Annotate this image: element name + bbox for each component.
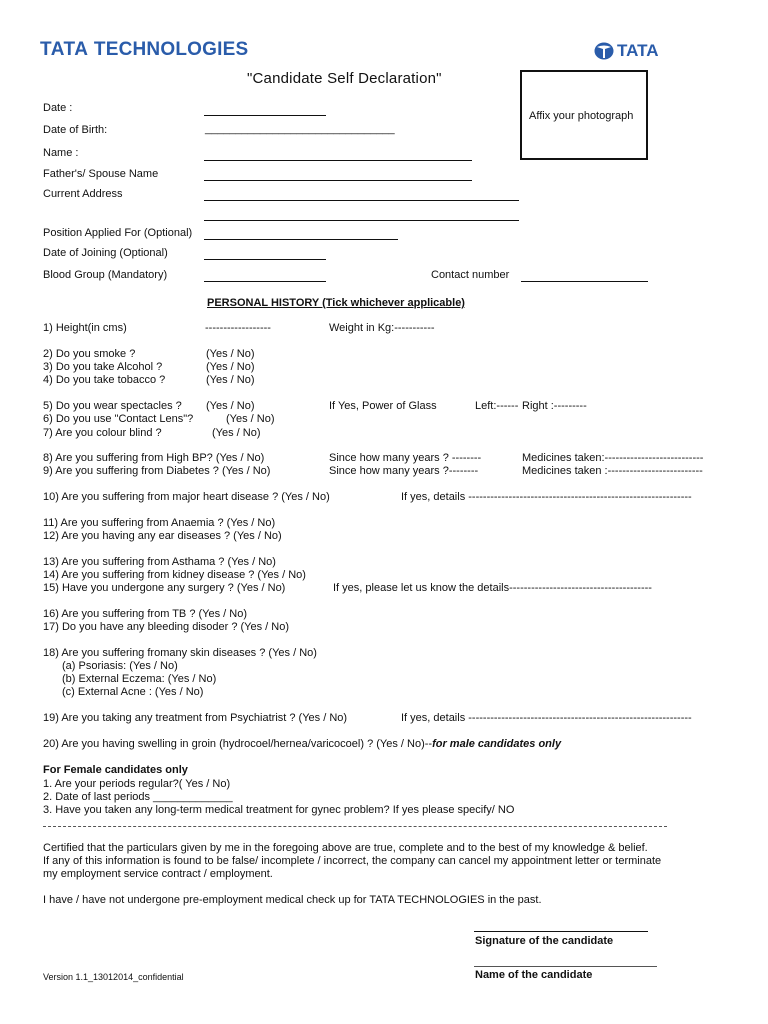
q5-spectacles: 5) Do you wear spectacles ? bbox=[43, 400, 182, 412]
female-q3: 3. Have you taken any long-term medical treatment for gynec problem? If yes please specify/ NO bbox=[43, 804, 515, 816]
q5-left[interactable]: Left:------ bbox=[475, 400, 519, 412]
address-label: Current Address bbox=[43, 188, 123, 200]
q6-contact-lens: 6) Do you use "Contact Lens"? bbox=[43, 413, 194, 425]
date-line[interactable] bbox=[204, 115, 326, 116]
q5-power-label: If Yes, Power of Glass bbox=[329, 400, 437, 412]
father-label: Father's/ Spouse Name bbox=[43, 168, 159, 180]
q6-answer[interactable]: (Yes / No) bbox=[226, 413, 275, 425]
q19-psychiatrist: 19) Are you taking any treatment from Psychiatrist ? (Yes / No) bbox=[43, 712, 348, 724]
female-q2: 2. Date of last periods _____________ bbox=[43, 791, 233, 803]
signature-line[interactable] bbox=[474, 931, 648, 932]
q20-swelling bbox=[43, 738, 561, 751]
q5-answer[interactable]: (Yes / No) bbox=[206, 400, 255, 412]
tata-logo bbox=[594, 41, 659, 61]
contact-line[interactable] bbox=[521, 281, 648, 282]
q3-alcohol: 3) Do you take Alcohol ? bbox=[43, 361, 163, 373]
name-line[interactable] bbox=[204, 160, 472, 161]
q2-smoke: 2) Do you smoke ? bbox=[43, 348, 136, 360]
q9-diabetes: 9) Are you suffering from Diabetes ? (Yes / No) bbox=[43, 465, 271, 477]
q18-skin: 18) Are you suffering fromany skin diseases ? (Yes / No) bbox=[43, 647, 317, 659]
address-line-1[interactable] bbox=[204, 200, 519, 201]
q2-answer[interactable]: (Yes / No) bbox=[206, 348, 255, 360]
q20-text: 20) Are you having swelling in groin (hydrocoel/hernea/varicocoel) ? (Yes / No)-- bbox=[43, 738, 433, 750]
doj-line[interactable] bbox=[204, 259, 326, 260]
declaration-line-2: If any of this information is found to be false/ incomplete / incorrect, the company can cancel my appointment letter or terminate bbox=[43, 855, 662, 867]
photo-box bbox=[520, 70, 648, 160]
q13-asthama: 13) Are you suffering from Asthama ? (Yes / No) bbox=[43, 556, 276, 568]
q4-tobacco: 4) Do you take tobacco ? bbox=[43, 374, 166, 386]
logo-tata-text: TATA bbox=[40, 39, 89, 60]
name-of-candidate-label: Name of the candidate bbox=[475, 969, 593, 981]
q10-heart: 10) Are you suffering from major heart disease ? (Yes / No) bbox=[43, 491, 330, 503]
doj-label: Date of Joining (Optional) bbox=[43, 247, 168, 259]
female-specify-line[interactable] bbox=[43, 826, 667, 827]
dob-label: Date of Birth: bbox=[43, 124, 108, 136]
declaration-line-1: Certified that the particulars given by me in the foregoing above are true, complete and to the best of my knowledge & belief. bbox=[43, 842, 648, 854]
father-line[interactable] bbox=[204, 180, 472, 181]
q8-medicines[interactable]: Medicines taken:--------------------------- bbox=[522, 452, 704, 464]
q1-height-blank[interactable]: ------------------ bbox=[205, 322, 271, 334]
logo-right-text: TATA bbox=[617, 41, 659, 60]
name-of-candidate-line[interactable] bbox=[474, 966, 657, 967]
logo-technologies-text: TECHNOLOGIES bbox=[88, 39, 249, 60]
q3-answer[interactable]: (Yes / No) bbox=[206, 361, 255, 373]
signature-label: Signature of the candidate bbox=[475, 935, 614, 947]
q19-details[interactable]: If yes, details ------------------------------------------------------------- bbox=[401, 712, 692, 724]
q15-surgery: 15) Have you undergone any surgery ? (Yes / No) bbox=[43, 582, 286, 594]
address-line-2[interactable] bbox=[204, 220, 519, 221]
q9-since[interactable]: Since how many years ?-------- bbox=[329, 465, 479, 477]
medical-checkup-statement: I have / have not undergone pre-employment medical check up for TATA TECHNOLOGIES in the past. bbox=[43, 894, 542, 906]
q10-details[interactable]: If yes, details ------------------------------------------------------------- bbox=[401, 491, 692, 503]
name-label: Name : bbox=[43, 147, 79, 159]
position-label: Position Applied For (Optional) bbox=[43, 227, 193, 239]
position-line[interactable] bbox=[204, 239, 398, 240]
q8-since[interactable]: Since how many years ? -------- bbox=[329, 452, 482, 464]
q4-answer[interactable]: (Yes / No) bbox=[206, 374, 255, 386]
q20-male-note: for male candidates only bbox=[432, 738, 562, 750]
blood-label: Blood Group (Mandatory) bbox=[43, 269, 168, 281]
q16-tb: 16) Are you suffering from TB ? (Yes / No) bbox=[43, 608, 248, 620]
dob-line[interactable]: _______________________________ bbox=[205, 123, 395, 135]
version-text: Version 1.1_13012014_confidential bbox=[43, 972, 184, 982]
q7-answer[interactable]: (Yes / No) bbox=[212, 427, 261, 439]
female-heading: For Female candidates only bbox=[43, 764, 188, 776]
q18c-acne: (c) External Acne : (Yes / No) bbox=[62, 686, 204, 698]
q17-bleeding: 17) Do you have any bleeding disoder ? (Yes / No) bbox=[43, 621, 290, 633]
date-label: Date : bbox=[43, 102, 73, 114]
blood-line[interactable] bbox=[204, 281, 326, 282]
q1-weight[interactable]: Weight in Kg:----------- bbox=[329, 322, 435, 334]
q7-colour-blind: 7) Are you colour blind ? bbox=[43, 427, 162, 439]
tata-technologies-logo bbox=[40, 39, 248, 61]
q15-details[interactable]: If yes, please let us know the details--------------------------------------- bbox=[333, 582, 652, 594]
female-q1: 1. Are your periods regular?( Yes / No) bbox=[43, 778, 231, 790]
q18b-eczema: (b) External Eczema: (Yes / No) bbox=[62, 673, 217, 685]
q1-height: 1) Height(in cms) bbox=[43, 322, 127, 334]
q9-medicines[interactable]: Medicines taken :-------------------------- bbox=[522, 465, 703, 477]
photo-box-label: Affix your photograph bbox=[529, 110, 634, 122]
q11-anaemia: 11) Are you suffering from Anaemia ? (Yes / No) bbox=[43, 517, 276, 529]
q14-kidney: 14) Are you suffering from kidney disease ? (Yes / No) bbox=[43, 569, 306, 581]
q12-ear: 12) Are you having any ear diseases ? (Yes / No) bbox=[43, 530, 282, 542]
tata-emblem-icon bbox=[594, 42, 614, 60]
q18a-psoriasis: (a) Psoriasis: (Yes / No) bbox=[62, 660, 178, 672]
page-title: "Candidate Self Declaration" bbox=[247, 70, 442, 87]
q8-high-bp: 8) Are you suffering from High BP? (Yes / No) bbox=[43, 452, 265, 464]
q5-right[interactable]: Right :--------- bbox=[522, 400, 587, 412]
declaration-line-3: my employment service contract / employment. bbox=[43, 868, 273, 880]
personal-history-heading: PERSONAL HISTORY (Tick whichever applicable) bbox=[207, 297, 465, 309]
contact-label: Contact number bbox=[431, 269, 510, 281]
